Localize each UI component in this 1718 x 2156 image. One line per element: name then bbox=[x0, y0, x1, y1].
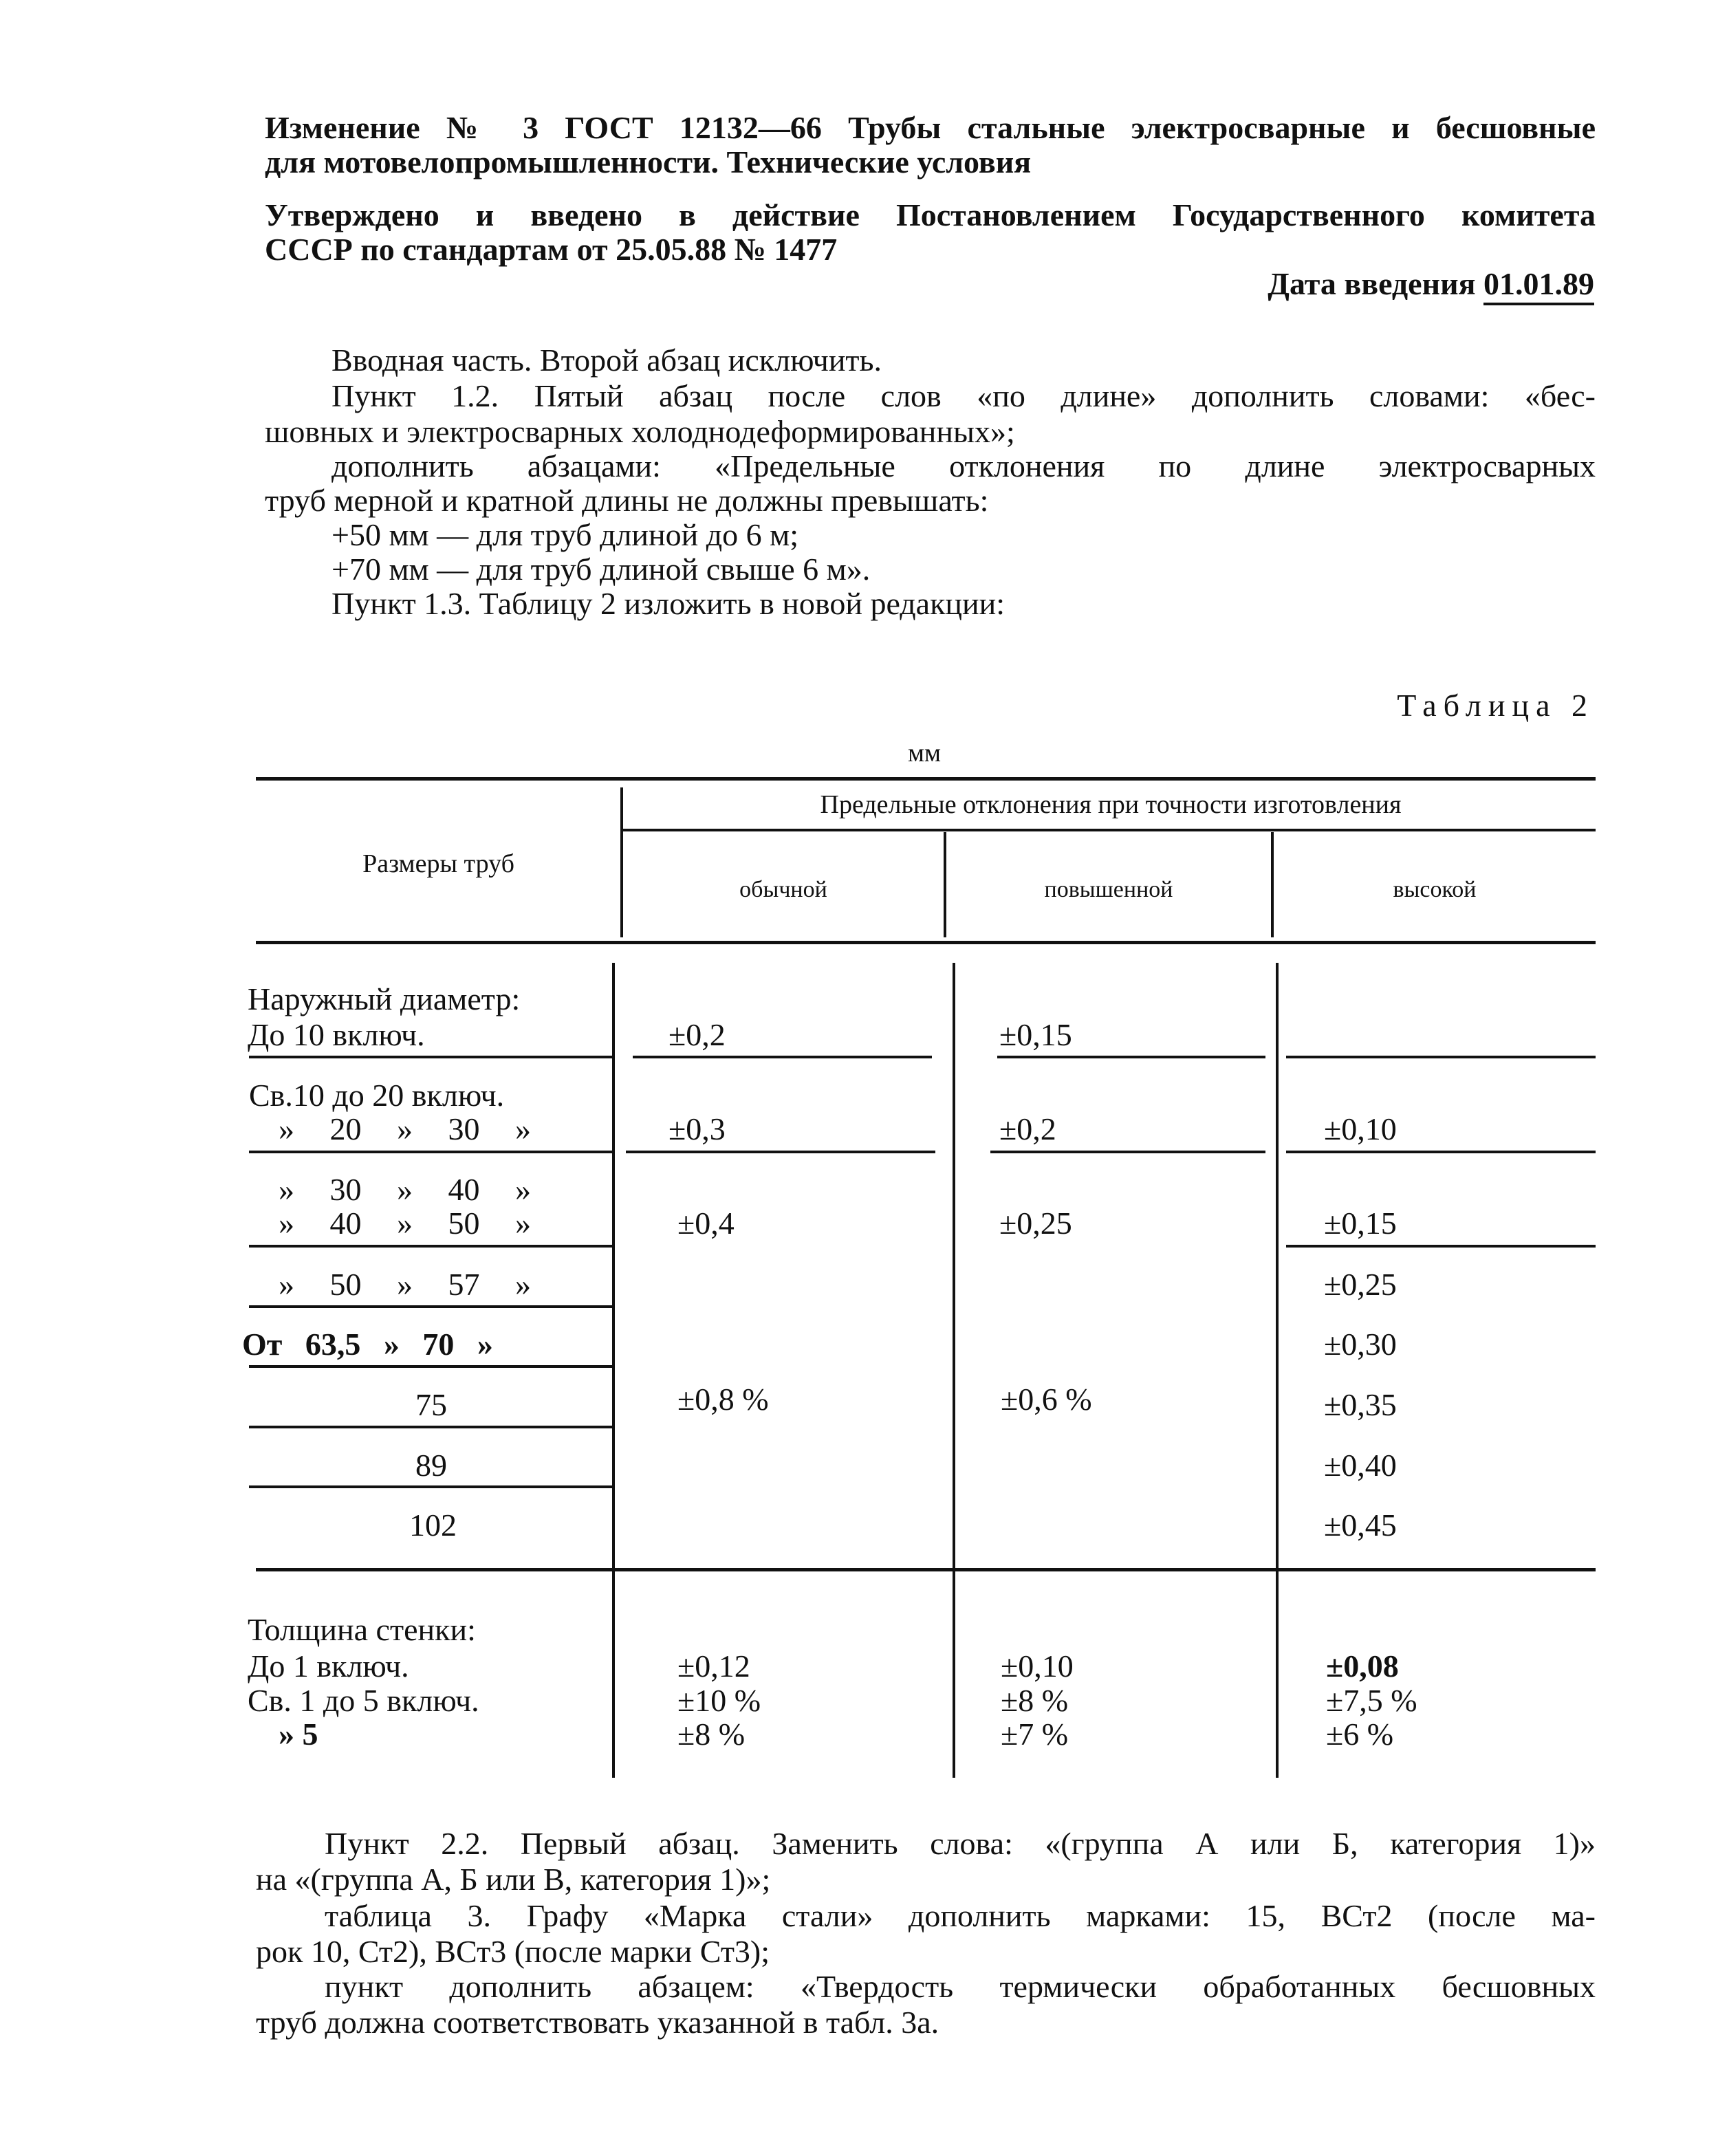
intro-line: труб мерной и кратной длины не должны превышать: bbox=[265, 483, 989, 518]
row-rule bbox=[990, 1151, 1265, 1153]
header-increased: повышенной bbox=[1044, 877, 1173, 902]
increased-cell: ±0,10 bbox=[1001, 1648, 1074, 1684]
row-rule bbox=[249, 1056, 612, 1058]
intro-line: Пункт 1.2. Пятый абзац после слов «по длине» дополнить словами: «бес- bbox=[331, 378, 1596, 413]
normal-cell: ±8 % bbox=[677, 1717, 746, 1752]
row-rule bbox=[1286, 1151, 1596, 1153]
high-cell: ±6 % bbox=[1326, 1717, 1394, 1752]
title-line-2: для мотовелопромышленности. Технические условия bbox=[265, 144, 1032, 179]
high-cell: ±7,5 % bbox=[1326, 1683, 1417, 1718]
normal-cell: ±10 % bbox=[677, 1683, 761, 1718]
date-label: Дата введения bbox=[1268, 266, 1476, 301]
high-cell: ±0,45 bbox=[1324, 1507, 1397, 1543]
header-high: высокой bbox=[1393, 877, 1477, 902]
normal-cell: ±0,12 bbox=[677, 1648, 750, 1684]
intro-line: дополнить абзацами: «Предельные отклонения по длине электросварных bbox=[331, 448, 1596, 483]
high-cell: ±0,08 bbox=[1326, 1648, 1399, 1684]
increased-cell: ±0,6 % bbox=[1001, 1382, 1092, 1417]
body-col-divider bbox=[612, 963, 615, 1778]
section-rule bbox=[256, 1568, 1596, 1571]
normal-cell: ±0,3 bbox=[668, 1111, 726, 1146]
outro-line: пункт дополнить абзацем: «Твердость термически обработанных бесшовных bbox=[325, 1969, 1596, 2004]
row-rule bbox=[1286, 1056, 1596, 1058]
normal-cell: ±0,2 bbox=[668, 1017, 726, 1052]
approved-line-2: СССР по стандартам от 25.05.88 № 1477 bbox=[265, 232, 838, 267]
outro-line: на «(группа А, Б или В, категория 1)»; bbox=[256, 1862, 771, 1897]
outer-diameter-label: Наружный диаметр: bbox=[248, 981, 521, 1016]
table-units: мм bbox=[908, 739, 942, 767]
increased-cell: ±0,15 bbox=[999, 1017, 1072, 1052]
row-rule bbox=[1286, 1245, 1596, 1248]
row-rule bbox=[249, 1365, 612, 1368]
outro-line: таблица 3. Графу «Марка стали» дополнить марками: 15, ВСт2 (после ма- bbox=[325, 1898, 1596, 1933]
high-cell: ±0,10 bbox=[1324, 1111, 1397, 1146]
body-col-divider bbox=[953, 963, 955, 1778]
normal-cell: ±0,8 % bbox=[677, 1382, 769, 1417]
intro-line: шовных и электросварных холоднодеформированных»; bbox=[265, 414, 1015, 449]
size-cell: Св. 1 до 5 включ. bbox=[248, 1683, 479, 1718]
increased-cell: ±0,2 bbox=[999, 1111, 1056, 1146]
size-cell: » 40 » 50 » bbox=[279, 1206, 531, 1241]
row-rule bbox=[249, 1426, 612, 1428]
size-cell: До 10 включ. bbox=[248, 1017, 425, 1052]
outro-line: труб должна соответствовать указанной в табл. 3а. bbox=[256, 2005, 939, 2040]
high-cell: ±0,15 bbox=[1324, 1206, 1397, 1241]
header-normal: обычной bbox=[739, 877, 827, 902]
table-caption: Таблица 2 bbox=[1397, 688, 1594, 723]
date-of-introduction bbox=[1268, 265, 1594, 303]
normal-cell: ±0,4 bbox=[677, 1206, 735, 1241]
size-cell: » 20 » 30 » bbox=[279, 1111, 531, 1146]
high-cell: ±0,35 bbox=[1324, 1387, 1397, 1422]
approved-line-1: Утверждено и введено в действие Постановлением Государственного комитета bbox=[265, 197, 1596, 232]
increased-cell: ±7 % bbox=[1001, 1717, 1069, 1752]
row-rule bbox=[249, 1245, 612, 1248]
size-cell: » 5 bbox=[279, 1717, 318, 1752]
row-rule bbox=[249, 1485, 612, 1488]
size-cell: » 30 » 40 » bbox=[279, 1172, 531, 1207]
body-col-divider bbox=[1276, 963, 1279, 1778]
wall-thickness-label: Толщина стенки: bbox=[248, 1612, 476, 1647]
row-rule bbox=[249, 1305, 612, 1308]
date-value: 01.01.89 bbox=[1483, 266, 1594, 305]
intro-line: Пункт 1.3. Таблицу 2 изложить в новой редакции: bbox=[331, 586, 1005, 621]
intro-line: +70 мм — для труб длиной свыше 6 м». bbox=[331, 552, 871, 587]
group-header-rule bbox=[622, 829, 1596, 831]
size-cell: » 50 » 57 » bbox=[279, 1267, 531, 1302]
header-col-divider bbox=[620, 787, 623, 937]
high-cell: ±0,25 bbox=[1324, 1267, 1397, 1302]
intro-line: Вводная часть. Второй абзац исключить. bbox=[331, 342, 882, 378]
size-cell: До 1 включ. bbox=[248, 1648, 409, 1684]
outro-line: Пункт 2.2. Первый абзац. Заменить слова: «(группа А или Б, категория 1)» bbox=[325, 1826, 1596, 1861]
size-cell: Св.10 до 20 включ. bbox=[249, 1078, 505, 1113]
size-cell: 102 bbox=[409, 1507, 457, 1543]
intro-line: +50 мм — для труб длиной до 6 м; bbox=[331, 517, 799, 552]
row-rule bbox=[633, 1056, 932, 1058]
increased-cell: ±0,25 bbox=[999, 1206, 1072, 1241]
outro-line: рок 10, Ст2), ВСт3 (после марки Ст3); bbox=[256, 1934, 770, 1969]
row-rule bbox=[249, 1151, 612, 1153]
size-cell: 89 bbox=[415, 1448, 447, 1483]
size-cell: 75 bbox=[415, 1387, 447, 1422]
header-limit-deviations: Предельные отклонения при точности изготовления bbox=[820, 790, 1402, 819]
increased-cell: ±8 % bbox=[1001, 1683, 1069, 1718]
header-bottom-rule bbox=[256, 941, 1596, 944]
high-cell: ±0,30 bbox=[1324, 1327, 1397, 1362]
high-cell: ±0,40 bbox=[1324, 1448, 1397, 1483]
table-top-rule bbox=[256, 777, 1596, 781]
size-cell: От 63,5 » 70 » bbox=[242, 1327, 493, 1362]
row-rule bbox=[626, 1151, 935, 1153]
header-pipe-sizes: Размеры труб bbox=[362, 849, 514, 878]
row-rule bbox=[997, 1056, 1265, 1058]
title-line-1: Изменение № 3 ГОСТ 12132—66 Трубы стальные электросварные и бесшовные bbox=[265, 110, 1596, 145]
